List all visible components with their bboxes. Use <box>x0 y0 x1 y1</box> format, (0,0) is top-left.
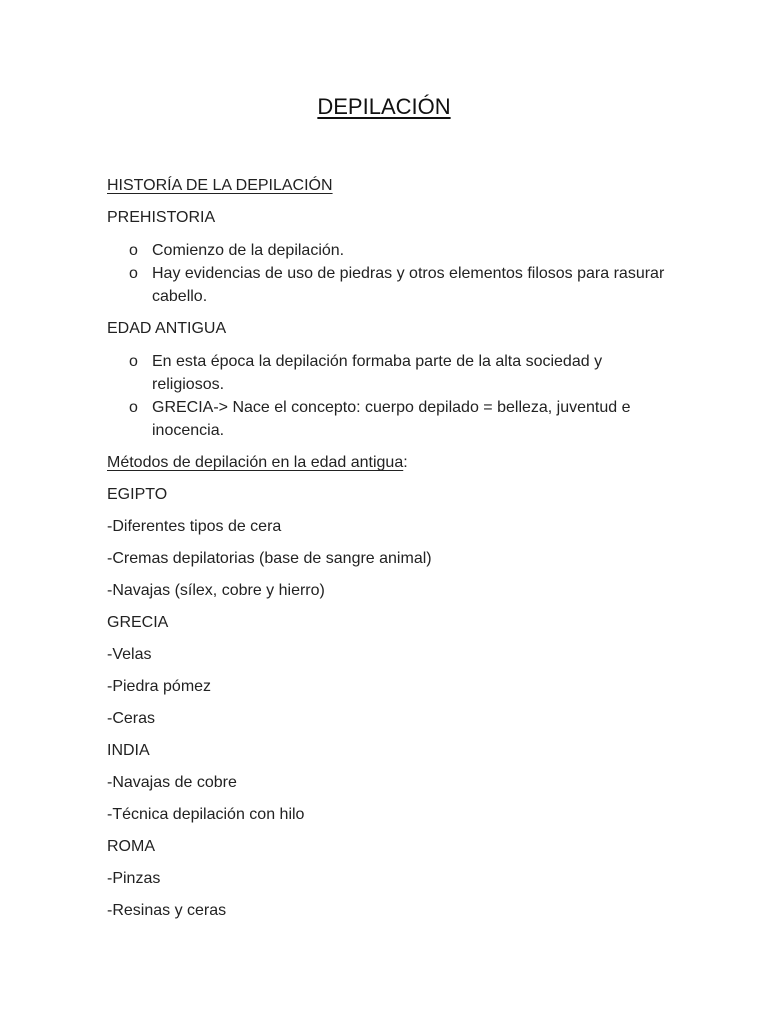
method-item: -Navajas de cobre <box>107 774 237 791</box>
bullet-icon: o <box>129 353 138 370</box>
document-title: DEPILACIÓN <box>317 94 451 119</box>
bullet-icon: o <box>129 399 138 416</box>
prehistoria-heading: PREHISTORIA <box>107 209 216 226</box>
list-item <box>107 262 672 308</box>
method-item: -Ceras <box>107 710 156 727</box>
method-item: -Pinzas <box>107 870 161 887</box>
bullet-icon: o <box>129 242 138 259</box>
method-item: -Cremas depilatorias (base de sangre animal) <box>107 550 432 567</box>
edad-antigua-list <box>107 350 687 442</box>
prehistoria-list <box>107 239 687 308</box>
list-item-text: Comienzo de la depilación. <box>152 242 345 259</box>
region-heading-grecia: GRECIA <box>107 614 169 631</box>
metodos-heading-suffix: : <box>403 454 408 471</box>
list-item-text: Hay evidencias de uso de piedras y otros elementos filosos para rasurar cabello. <box>152 265 665 305</box>
method-item: -Técnica depilación con hilo <box>107 806 305 823</box>
bullet-icon: o <box>129 265 138 282</box>
list-item-text: GRECIA-> Nace el concepto: cuerpo depilado = belleza, juventud e inocencia. <box>152 399 631 439</box>
list-item <box>107 239 672 262</box>
method-item: -Piedra pómez <box>107 678 212 695</box>
region-heading-roma: ROMA <box>107 838 155 855</box>
section-heading: HISTORÍA DE LA DEPILACIÓN <box>107 177 333 194</box>
region-heading-egipto: EGIPTO <box>107 486 168 503</box>
method-item: -Resinas y ceras <box>107 902 227 919</box>
edad-antigua-heading: EDAD ANTIGUA <box>107 320 227 337</box>
region-heading-india: INDIA <box>107 742 150 759</box>
metodos-heading-text: Métodos de depilación en la edad antigua <box>107 454 404 471</box>
document-body <box>107 175 687 932</box>
list-item <box>107 350 672 396</box>
list-item <box>107 396 672 442</box>
list-item-text: En esta época la depilación formaba parte de la alta sociedad y religiosos. <box>152 353 603 393</box>
metodos-heading <box>107 452 687 474</box>
method-item: -Velas <box>107 646 152 663</box>
method-item: -Navajas (sílex, cobre y hierro) <box>107 582 325 599</box>
method-item: -Diferentes tipos de cera <box>107 518 282 535</box>
